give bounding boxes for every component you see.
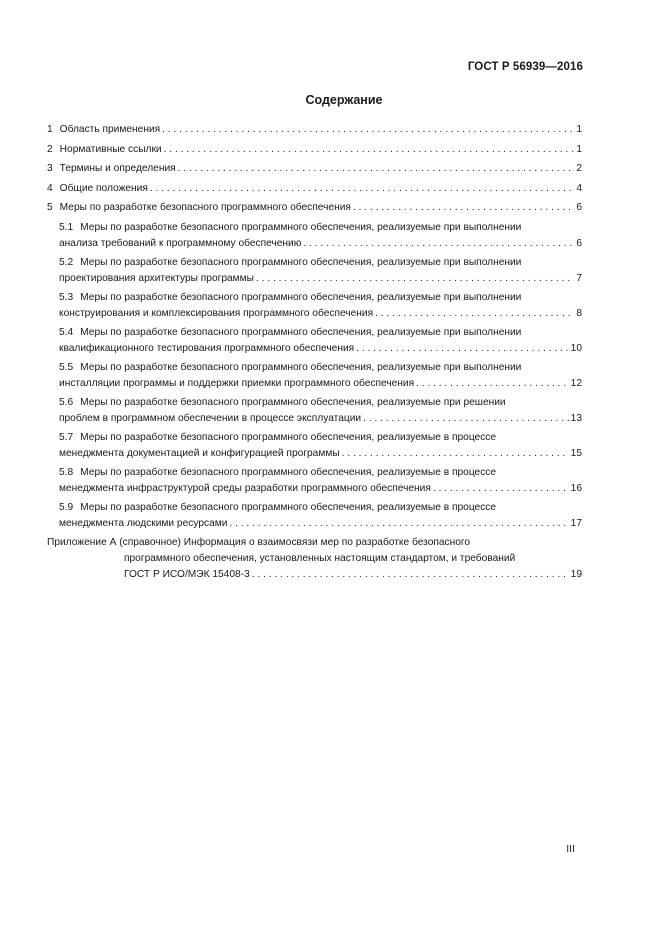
toc-entry-page: 6: [576, 202, 582, 213]
toc-entry-label-line1: Меры по разработке безопасного программного обеспечения, реализуемые при решении: [80, 396, 506, 408]
table-of-contents: [47, 122, 582, 583]
toc-entry-4[interactable]: [47, 181, 582, 197]
toc-entry-5-1[interactable]: [47, 220, 582, 252]
toc-entry-page: 4: [576, 182, 582, 194]
toc-entry-page: 1: [576, 143, 582, 155]
toc-entry-number: 5.1: [59, 221, 74, 233]
toc-entry-label-line1: Меры по разработке безопасного программного обеспечения, реализуемые при выполнении: [80, 221, 522, 233]
toc-entry-5-3[interactable]: [47, 290, 582, 322]
toc-entry-5[interactable]: [47, 200, 582, 216]
toc-entry-appendix-a[interactable]: [47, 535, 582, 583]
toc-entry-page: 6: [576, 237, 582, 249]
dot-leader: [433, 481, 569, 497]
toc-entry-label-line1: Меры по разработке безопасного программного обеспечения, реализуемые при выполнении: [80, 326, 522, 338]
dot-leader: [164, 142, 575, 158]
toc-entry-label-line1: Меры по разработке безопасного программного обеспечения, реализуемые при выполнении: [80, 256, 522, 268]
dot-leader: [229, 516, 568, 532]
toc-entry-label-line1: Меры по разработке безопасного программного обеспечения, реализуемые в процессе: [80, 501, 497, 513]
toc-entry-page: 7: [576, 272, 582, 284]
toc-entry-page: 2: [576, 163, 582, 174]
toc-entry-label-line2: инсталляции программы и поддержки приемки программного обеспечения: [59, 377, 415, 389]
dot-leader: [353, 200, 574, 216]
toc-entry-number: 5.5: [59, 361, 74, 373]
toc-entry-label-line2: менеджмента инфраструктурой среды разработки программного обеспечения: [59, 482, 431, 494]
toc-entry-label-line2: анализа требований к программному обеспечению: [59, 237, 302, 249]
toc-entry-label-line1: Меры по разработке безопасного программного обеспечения, реализуемые в процессе: [80, 431, 497, 443]
toc-entry-5-6[interactable]: [47, 395, 582, 427]
toc-entry-number: 5.9: [59, 501, 74, 513]
toc-entry-label: Меры по разработке безопасного программного обеспечения: [59, 202, 351, 213]
toc-entry-label: Нормативные ссылки: [59, 143, 162, 155]
toc-entry-number: 4: [47, 182, 53, 194]
toc-entry-page: 8: [576, 307, 582, 319]
toc-entry-page: 1: [576, 124, 582, 135]
dot-leader: [252, 567, 569, 583]
toc-entry-label-line1: Меры по разработке безопасного программного обеспечения, реализуемые в процессе: [80, 466, 497, 478]
toc-entry-number: 5.7: [59, 431, 74, 443]
toc-entry-label-line2: конструирования и комплексирования программного обеспечения: [59, 307, 374, 319]
appendix-label-line2: программного обеспечения, установленных настоящим стандартом, и требований: [124, 552, 516, 564]
dot-leader: [256, 271, 574, 287]
toc-entry-label-line2: менеджмента людскими ресурсами: [59, 517, 228, 529]
toc-entry-3[interactable]: [47, 161, 582, 177]
appendix-label-line1: Приложение А (справочное) Информация о взаимосвязи мер по разработке безопасного: [47, 536, 471, 548]
dot-leader: [162, 122, 574, 138]
toc-entry-number: 5.6: [59, 396, 74, 408]
toc-entry-5-9[interactable]: [47, 500, 582, 532]
dot-leader: [178, 161, 575, 177]
toc-entry-number: 3: [47, 163, 53, 174]
standard-code: ГОСТ Р 56939—2016: [467, 61, 583, 73]
toc-entry-page: 10: [570, 342, 582, 354]
toc-entry-2[interactable]: [47, 142, 582, 158]
toc-entry-page: 12: [570, 377, 582, 389]
dot-leader: [150, 181, 574, 197]
toc-entry-5-4[interactable]: [47, 325, 582, 357]
toc-entry-number: 1: [47, 124, 53, 135]
toc-entry-5-8[interactable]: [47, 465, 582, 497]
toc-entry-label: Термины и определения: [59, 163, 176, 174]
toc-entry-page: 15: [570, 447, 582, 459]
toc-entry-label-line1: Меры по разработке безопасного программного обеспечения, реализуемые при выполнении: [80, 361, 522, 373]
toc-entry-number: 5.8: [59, 466, 74, 478]
toc-entry-label-line1: Меры по разработке безопасного программного обеспечения, реализуемые при выполнении: [80, 291, 522, 303]
toc-entry-label-line2: проектирования архитектуры программы: [59, 272, 254, 284]
dot-leader: [356, 341, 568, 357]
toc-entry-number: 5.2: [59, 256, 74, 268]
dot-leader: [375, 306, 574, 322]
page-number: III: [566, 843, 575, 855]
toc-entry-1[interactable]: [47, 122, 582, 138]
appendix-label-line3: ГОСТ Р ИСО/МЭК 15408-3: [124, 568, 250, 580]
dot-leader: [342, 446, 569, 462]
toc-entry-number: 2: [47, 143, 53, 155]
toc-entry-page: 13: [570, 412, 582, 424]
toc-entry-label: Общие положения: [59, 182, 148, 194]
toc-title: Содержание: [305, 93, 383, 107]
toc-entry-label-line2: менеджмента документацией и конфигурацией программы: [59, 447, 340, 459]
toc-entry-5-2[interactable]: [47, 255, 582, 287]
dot-leader: [303, 236, 574, 252]
toc-entry-page: 19: [570, 568, 582, 580]
toc-entry-number: 5.3: [59, 291, 74, 303]
toc-entry-number: 5.4: [59, 326, 74, 338]
toc-entry-label-line2: проблем в программном обеспечении в процессе эксплуатации: [59, 412, 362, 424]
toc-entry-label: Область применения: [59, 124, 161, 135]
toc-entry-5-5[interactable]: [47, 360, 582, 392]
dot-leader: [363, 411, 569, 427]
toc-entry-label-line2: квалификационного тестирования программного обеспечения: [59, 342, 355, 354]
toc-entry-5-7[interactable]: [47, 430, 582, 462]
dot-leader: [416, 376, 569, 392]
toc-entry-number: 5: [47, 202, 53, 213]
toc-entry-page: 16: [570, 482, 582, 494]
toc-entry-page: 17: [570, 517, 582, 529]
